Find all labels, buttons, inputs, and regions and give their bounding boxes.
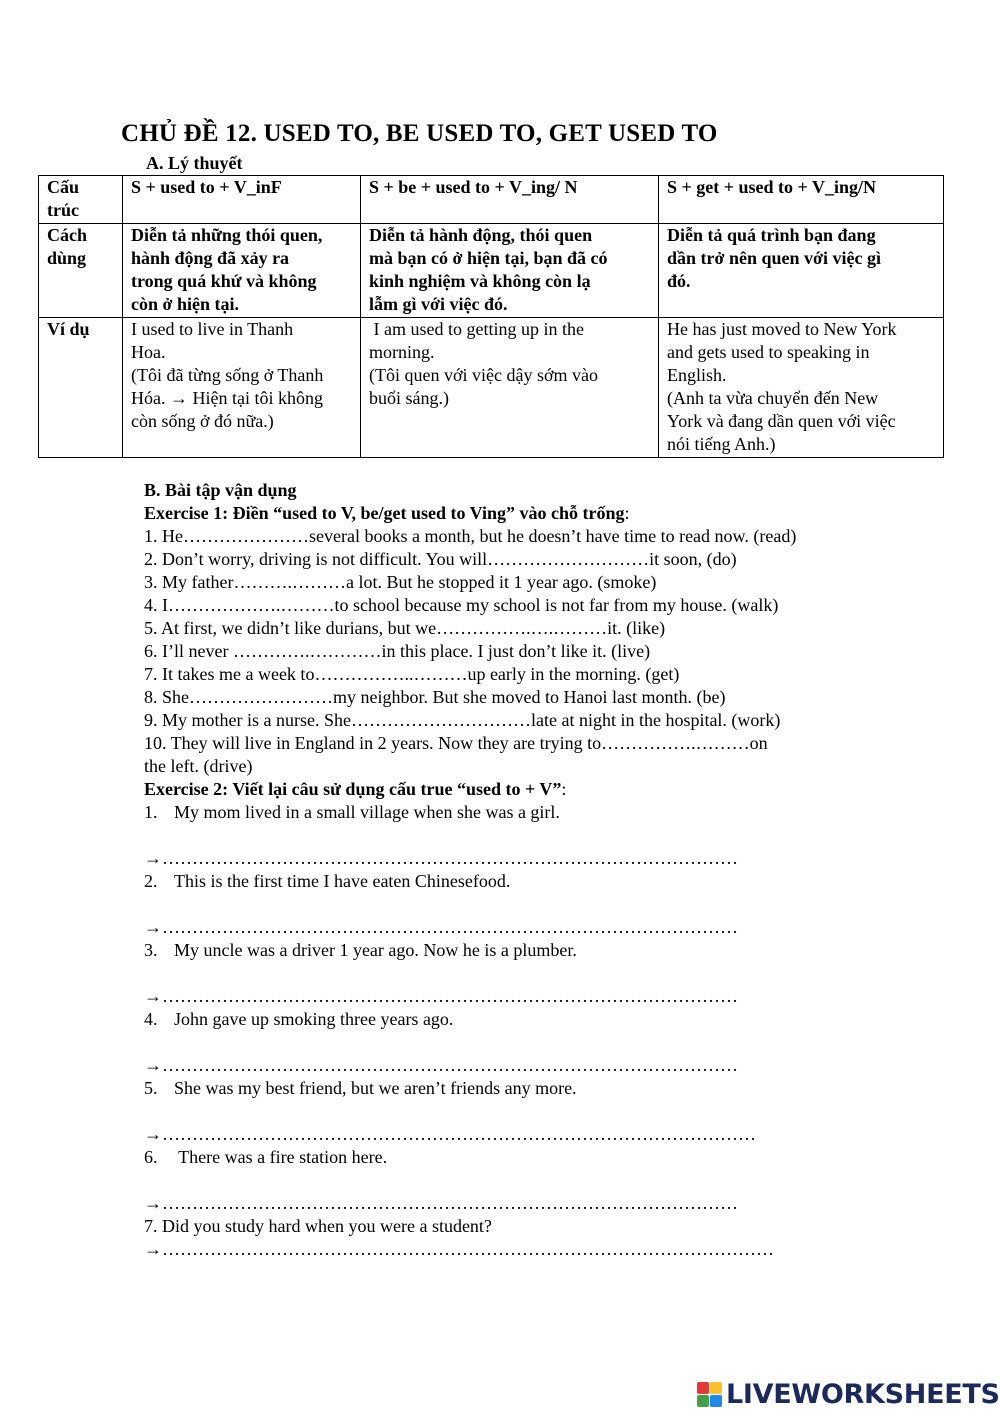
table-row-structure [39,176,944,224]
exercise2-answer-1[interactable]: →…………………………………………………………………………………… [144,848,738,868]
exercise1-item-7[interactable]: 7. It takes me a week to……………..………up early in the morning. (get) [144,664,680,684]
liveworksheets-logo[interactable] [697,1379,1000,1410]
exercise1-item-6[interactable]: 6. I’ll never ………….…………in this place. I just don’t like it. (live) [144,641,651,661]
exercise1-item-5[interactable]: 5. At first, we didn’t like durians, but we…………….….………it. (like) [144,618,666,638]
exercise2-question-4: 4. John gave up smoking three years ago. [144,1009,454,1029]
section-b-heading: B. Bài tập vận dụng [144,480,297,500]
exercise2-question-2: 2. This is the first time I have eaten Chinesefood. [144,871,511,891]
page-title: CHỦ ĐỀ 12. USED TO, BE USED TO, GET USED TO [121,120,718,147]
exercise2-answer-5[interactable]: →……………………………………………………………………………………… [144,1124,756,1144]
exercise1-item-10[interactable]: 10. They will live in England in 2 years. Now they are trying to…………….………on [144,733,768,753]
exercise1-item-1[interactable]: 1. He…………………several books a month, but he doesn’t have time to read now. (read) [144,526,797,546]
exercise2-question-1: 1. My mom lived in a small village when she was a girl. [144,802,560,822]
liveworksheets-logo-icon [697,1382,723,1408]
table-row-example [39,318,944,458]
example-get-used-to: He has just moved to New York and gets used to speaking in English. (Anh ta vừa chuyển đến New York và đang dần quen với việc nói tiếng Anh.) [659,318,944,458]
exercise1-item-3[interactable]: 3. My father……….………a lot. But he stopped it 1 year ago. (smoke) [144,572,657,592]
exercise2-answer-4[interactable]: →…………………………………………………………………………………… [144,1055,738,1075]
exercise1-item-2[interactable]: 2. Don’t worry, driving is not difficult. You will………………………it soon, (do) [144,549,737,569]
structure-be-used-to: S + be + used to + V_ing/ N [361,176,659,224]
example-be-used-to: I am used to getting up in the morning. (Tôi quen với việc dậy sớm vào buổi sáng.) [361,318,659,458]
exercise2-question-3: 3. My uncle was a driver 1 year ago. Now he is a plumber. [144,940,577,960]
exercise1-item-9[interactable]: 9. My mother is a nurse. She…………………………late at night in the hospital. (work) [144,710,781,730]
theory-table [38,175,944,458]
exercise2-answer-2[interactable]: →…………………………………………………………………………………… [144,917,738,937]
exercise2-answer-3[interactable]: →…………………………………………………………………………………… [144,986,738,1006]
section-a-heading: A. Lý thuyết [146,153,243,173]
liveworksheets-logo-text: LIVEWORKSHEETS [726,1379,1000,1410]
row-head-usage: Cách dùng [39,224,123,318]
exercise2-answer-6[interactable]: →…………………………………………………………………………………… [144,1193,738,1213]
exercise-section [144,479,904,1261]
structure-get-used-to: S + get + used to + V_ing/N [659,176,944,224]
row-head-structure: Cấu trúc [39,176,123,224]
exercise2-heading: Exercise 2: Viết lại câu sử dụng cấu true “used to + V”: [144,779,567,799]
row-head-example: Ví dụ [39,318,123,458]
exercise2-question-7: 7. Did you study hard when you were a student? [144,1216,492,1236]
table-row-usage [39,224,944,318]
exercise1-heading: Exercise 1: Điền “used to V, be/get used to Ving” vào chỗ trống: [144,503,630,523]
usage-get-used-to: Diễn tả quá trình bạn đang dần trở nên quen với việc gì đó. [659,224,944,318]
example-used-to: I used to live in Thanh Hoa. (Tôi đã từng sống ở Thanh Hóa. → Hiện tại tôi không còn sống ở đó nữa.) [123,318,361,458]
exercise1-item-10-cont: the left. (drive) [144,756,253,776]
exercise1-item-8[interactable]: 8. She……………………my neighbor. But she moved to Hanoi last month. (be) [144,687,726,707]
exercise2-question-5: 5. She was my best friend, but we aren’t friends any more. [144,1078,577,1098]
usage-be-used-to: Diễn tả hành động, thói quen mà bạn có ở hiện tại, bạn đã có kinh nghiệm và không còn lạ lẫm gì với việc đó. [361,224,659,318]
usage-used-to: Diễn tả những thói quen, hành động đã xảy ra trong quá khứ và không còn ở hiện tại. [123,224,361,318]
exercise2-question-6: 6. There was a fire station here. [144,1147,388,1167]
exercise2-answer-7[interactable]: →………………………………………………………………………………………… [144,1239,774,1259]
exercise1-item-4[interactable]: 4. I……………….………to school because my school is not far from my house. (walk) [144,595,779,615]
structure-used-to: S + used to + V_inF [123,176,361,224]
